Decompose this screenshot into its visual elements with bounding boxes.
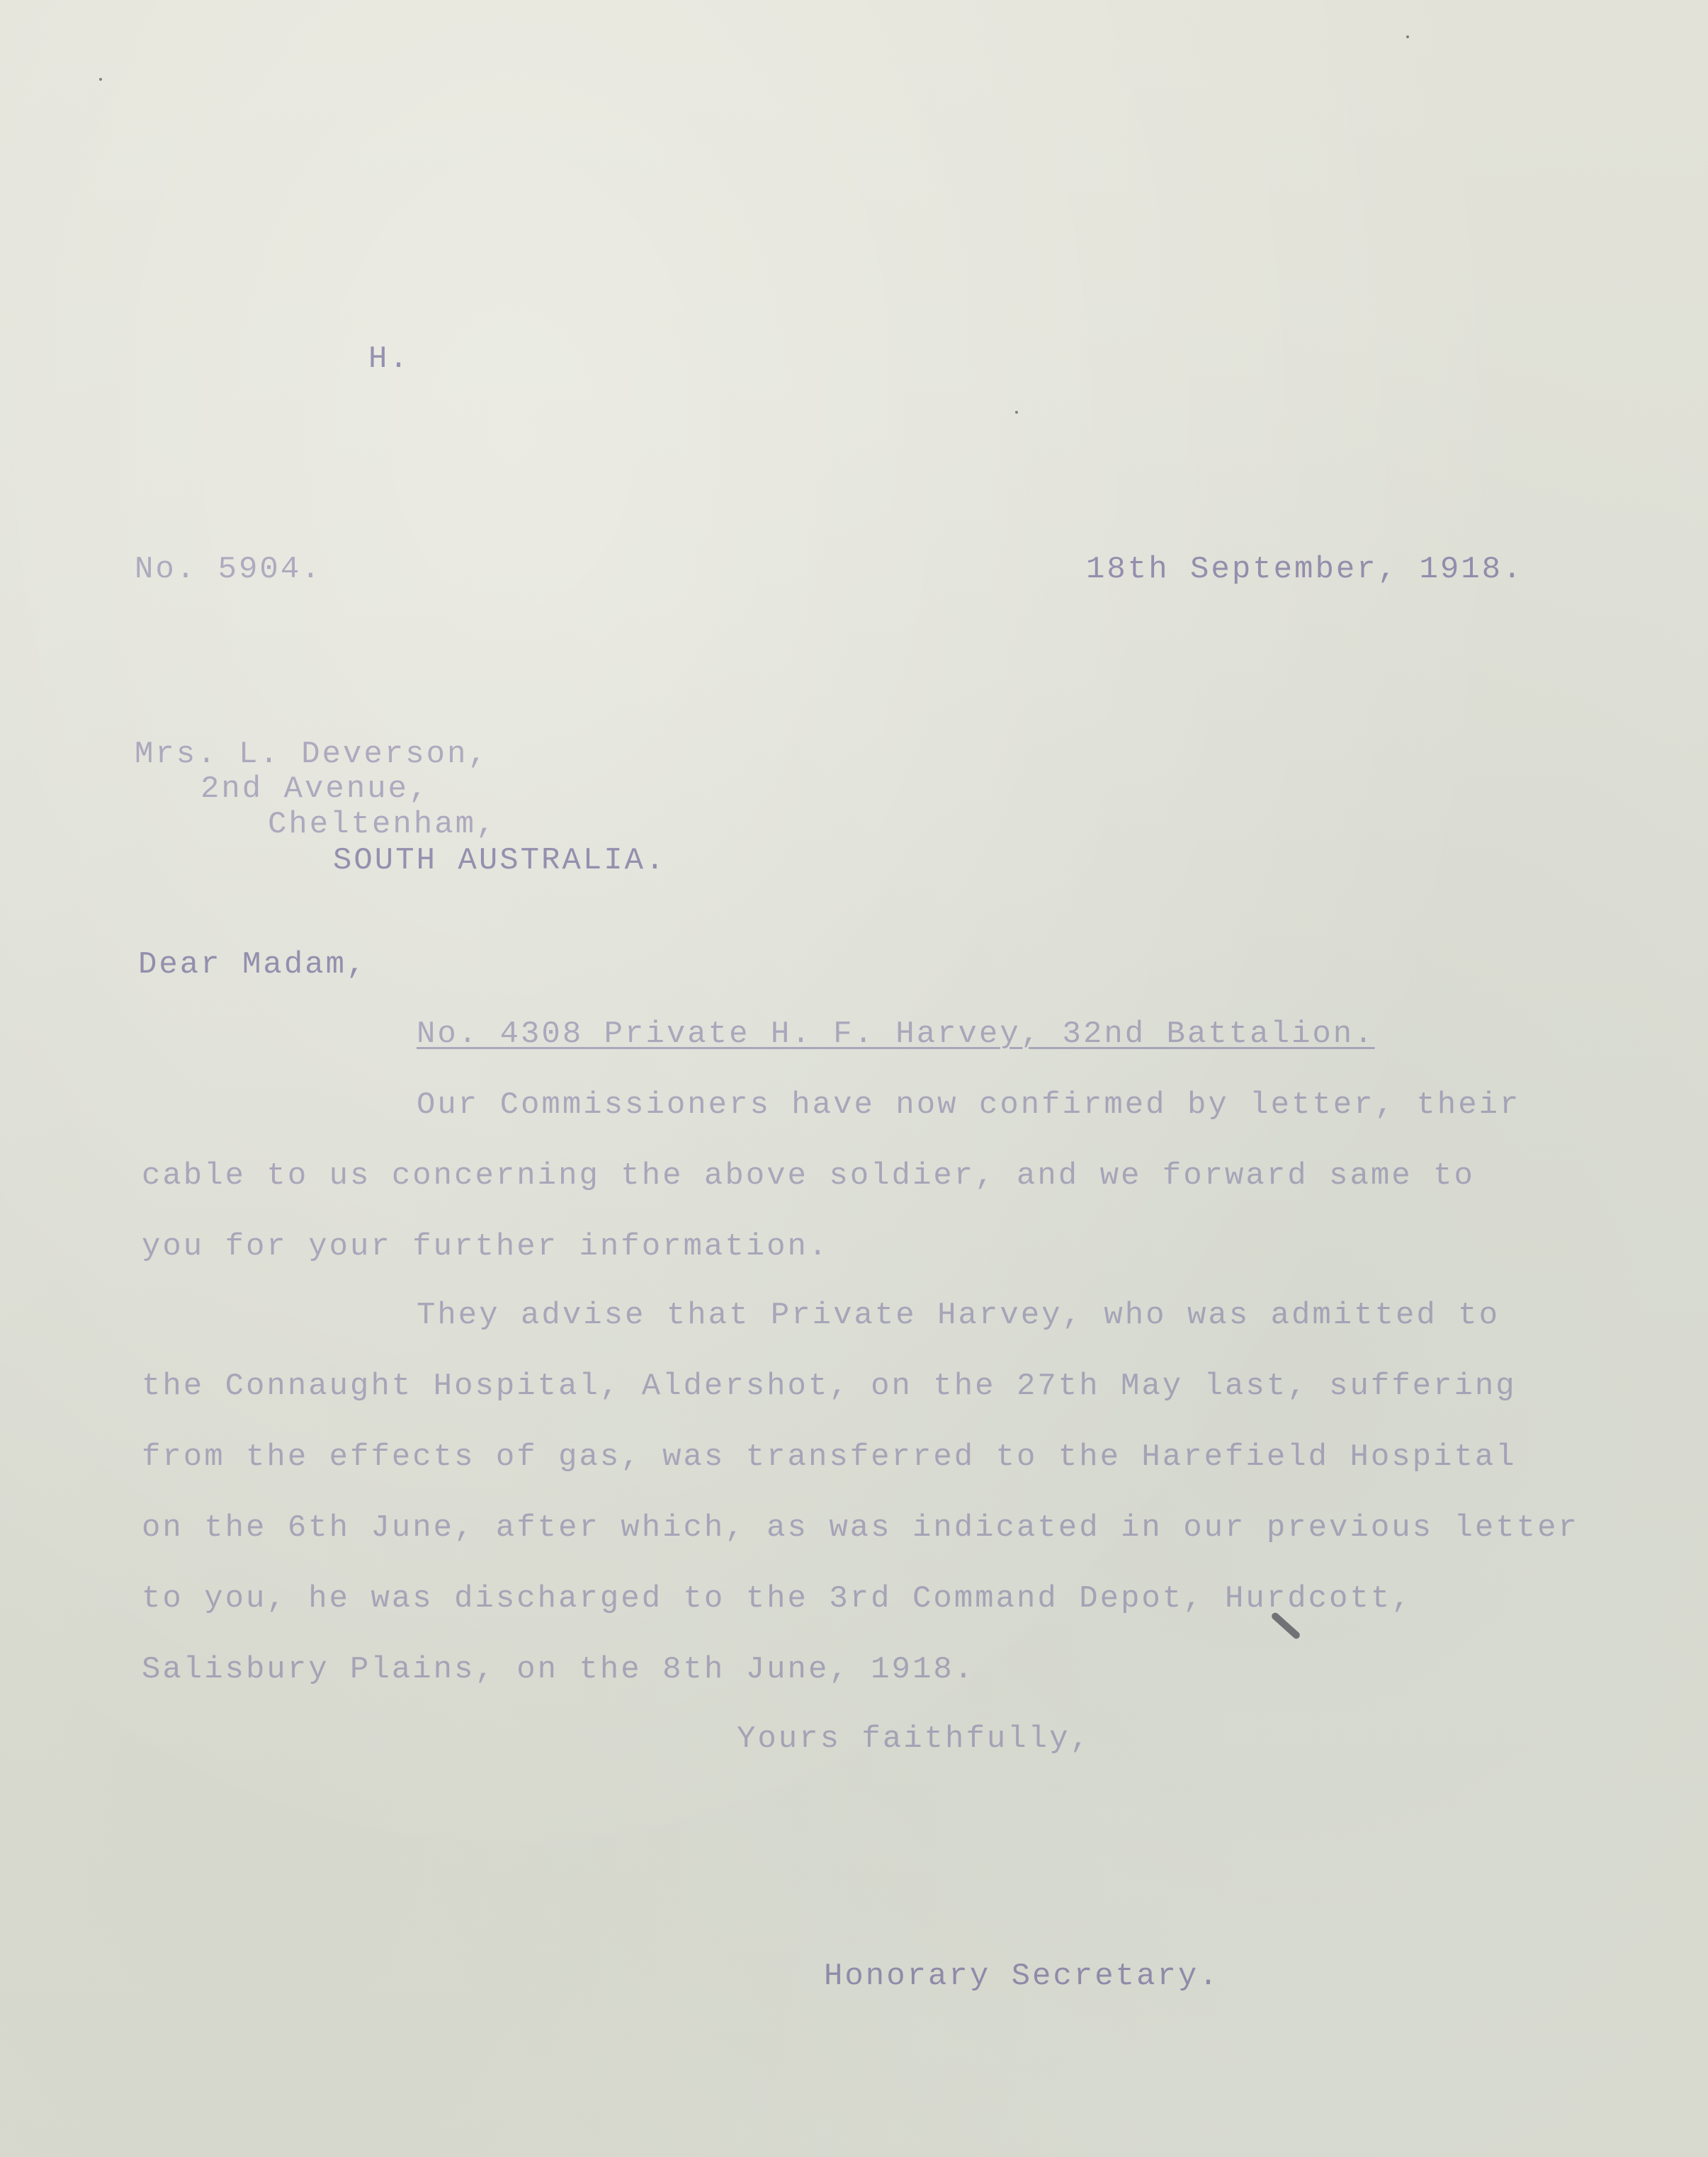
letter-date: 18th September, 1918. — [1086, 552, 1524, 587]
paper-speck — [99, 78, 102, 81]
body-line: you for your further information. — [142, 1229, 830, 1264]
body-line: They advise that Private Harvey, who was admitted to — [417, 1298, 1500, 1333]
paper-speck — [1015, 411, 1018, 414]
body-line: the Connaught Hospital, Aldershot, on the 27th May last, suffering — [142, 1369, 1517, 1404]
body-line: Our Commissioners have now confirmed by letter, their — [417, 1087, 1521, 1123]
body-line: on the 6th June, after which, as was indicated in our previous letter — [142, 1510, 1579, 1546]
reference-number: No. 5904. — [135, 552, 322, 587]
salutation: Dear Madam, — [138, 947, 368, 983]
subject-line: No. 4308 Private H. F. Harvey, 32nd Battalion. — [417, 1017, 1375, 1052]
body-line: from the effects of gas, was transferred to the Harefield Hospital — [142, 1439, 1517, 1475]
paper-speck — [1406, 35, 1409, 38]
closing: Yours faithfully, — [737, 1721, 1091, 1757]
file-initial: H. — [368, 341, 410, 377]
body-line: cable to us concerning the above soldier, and we forward same to — [142, 1158, 1475, 1194]
recipient-state: SOUTH AUSTRALIA. — [333, 843, 667, 878]
signature-title: Honorary Secretary. — [824, 1959, 1220, 1994]
recipient-street: 2nd Avenue, — [200, 771, 430, 807]
recipient-town: Cheltenham, — [268, 807, 497, 842]
recipient-name: Mrs. L. Deverson, — [135, 737, 489, 772]
body-line: Salisbury Plains, on the 8th June, 1918. — [142, 1652, 975, 1687]
body-line: to you, he was discharged to the 3rd Command Depot, Hurdcott, — [142, 1581, 1413, 1617]
